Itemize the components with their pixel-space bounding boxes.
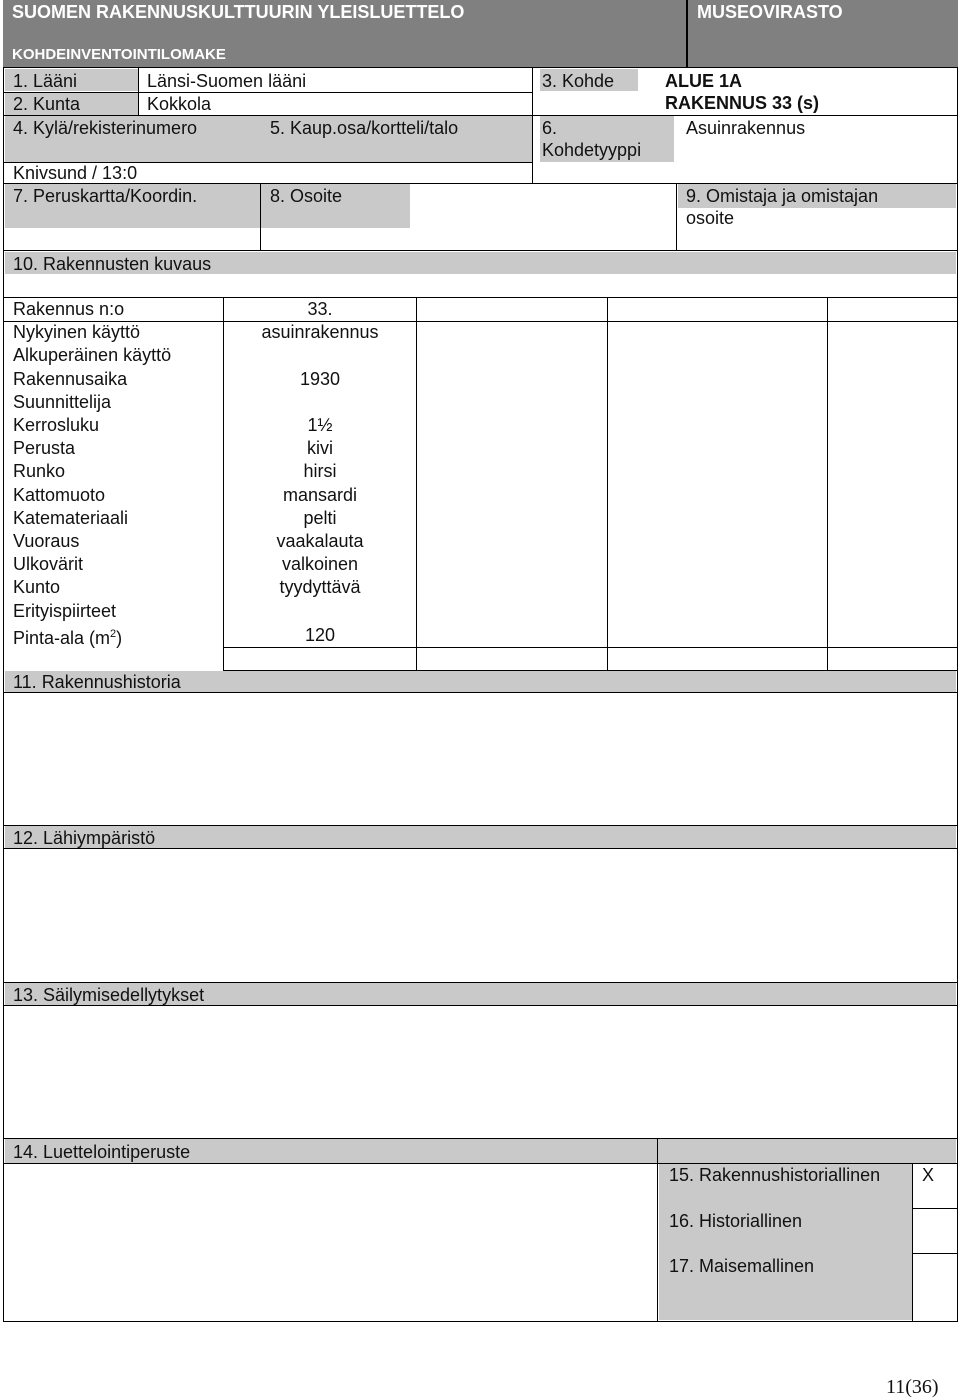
description-row-value: 1930 [299,369,341,389]
description-row-value: valkoinen [281,554,359,574]
description-row-value: vaakalauta [276,531,364,551]
description-row-value: kivi [307,438,333,458]
description-row-value: 1½ [307,415,333,435]
description-row-label: Alkuperäinen käyttö [13,345,172,365]
page-number: 11(36) [886,1376,939,1398]
criterion-architectural-label: 15. Rakennushistoriallinen [669,1165,881,1185]
description-row-value: 33. [307,299,333,319]
section-14-title: 14. Luettelointiperuste [13,1142,191,1162]
basemap-label: 7. Peruskartta/Koordin. [13,186,198,206]
description-row-label: Rakennusaika [13,369,128,389]
object-type-label: Kohdetyyppi [542,140,642,160]
agency-name: MUSEOVIRASTO [697,2,843,22]
surroundings-field[interactable] [4,849,957,982]
criterion-landscape-label: 17. Maisemallinen [669,1256,815,1276]
province-value: Länsi-Suomen lääni [147,71,307,91]
preservation-field[interactable] [4,1006,957,1138]
description-row-label: Katemateriaali [13,508,129,528]
description-row-label: Vuoraus [13,531,80,551]
description-row-label: Runko [13,461,66,481]
register-title: SUOMEN RAKENNUSKULTTUURIN YLEISLUETTELO [12,2,465,22]
description-row-label: Suunnittelija [13,392,112,412]
description-row-label: Rakennus n:o [13,299,125,319]
owner-label: 9. Omistaja ja omistajan [686,186,879,206]
district-label: 5. Kaup.osa/kortteli/talo [270,118,459,138]
owner-label-cont: osoite [686,208,735,228]
criterion-architectural-mark[interactable]: X [922,1165,935,1185]
description-row-label: Ulkovärit [13,554,84,574]
province-label: 1. Lääni [13,71,78,91]
description-row-value: hirsi [303,461,337,481]
floor-area-label: Pinta-ala $(m^2)$ [13,628,123,648]
floor-area-value: 120 [304,625,336,645]
object-value-building: RAKENNUS 33 (s) [665,93,820,113]
description-row-value: pelti [303,508,337,528]
village-value: Knivsund / 13:0 [13,163,138,183]
description-row-label: Nykyinen käyttö [13,322,141,342]
municipality-value: Kokkola [147,94,212,114]
object-type-label-num: 6. [542,118,558,138]
section-13-title: 13. Säilymisedellytykset [13,985,205,1005]
criterion-historical-label: 16. Historiallinen [669,1211,803,1231]
description-row-value: mansardi [282,485,358,505]
municipality-label: 2. Kunta [13,94,81,114]
listing-criteria-field[interactable] [4,1164,656,1321]
description-row-label: Kunto [13,577,61,597]
object-value-area: ALUE 1A [665,71,743,91]
description-row-label: Kattomuoto [13,485,106,505]
form-name: KOHDEINVENTOINTILOMAKE [12,46,226,63]
description-row-label: Kerrosluku [13,415,100,435]
description-row-value: tyydyttävä [279,577,361,597]
address-label: 8. Osoite [270,186,343,206]
object-label: 3. Kohde [542,71,615,91]
description-row-label: Perusta [13,438,76,458]
section-10-title: 10. Rakennusten kuvaus [13,254,212,274]
section-12-title: 12. Lähiympäristö [13,828,156,848]
village-label: 4. Kylä/rekisterinumero [13,118,198,138]
object-type-value: Asuinrakennus [686,118,806,138]
section-11-title: 11. Rakennushistoria [13,672,181,692]
description-row-label: Erityispiirteet [13,601,117,621]
building-history-field[interactable] [4,693,957,825]
description-row-value: asuinrakennus [261,322,379,342]
